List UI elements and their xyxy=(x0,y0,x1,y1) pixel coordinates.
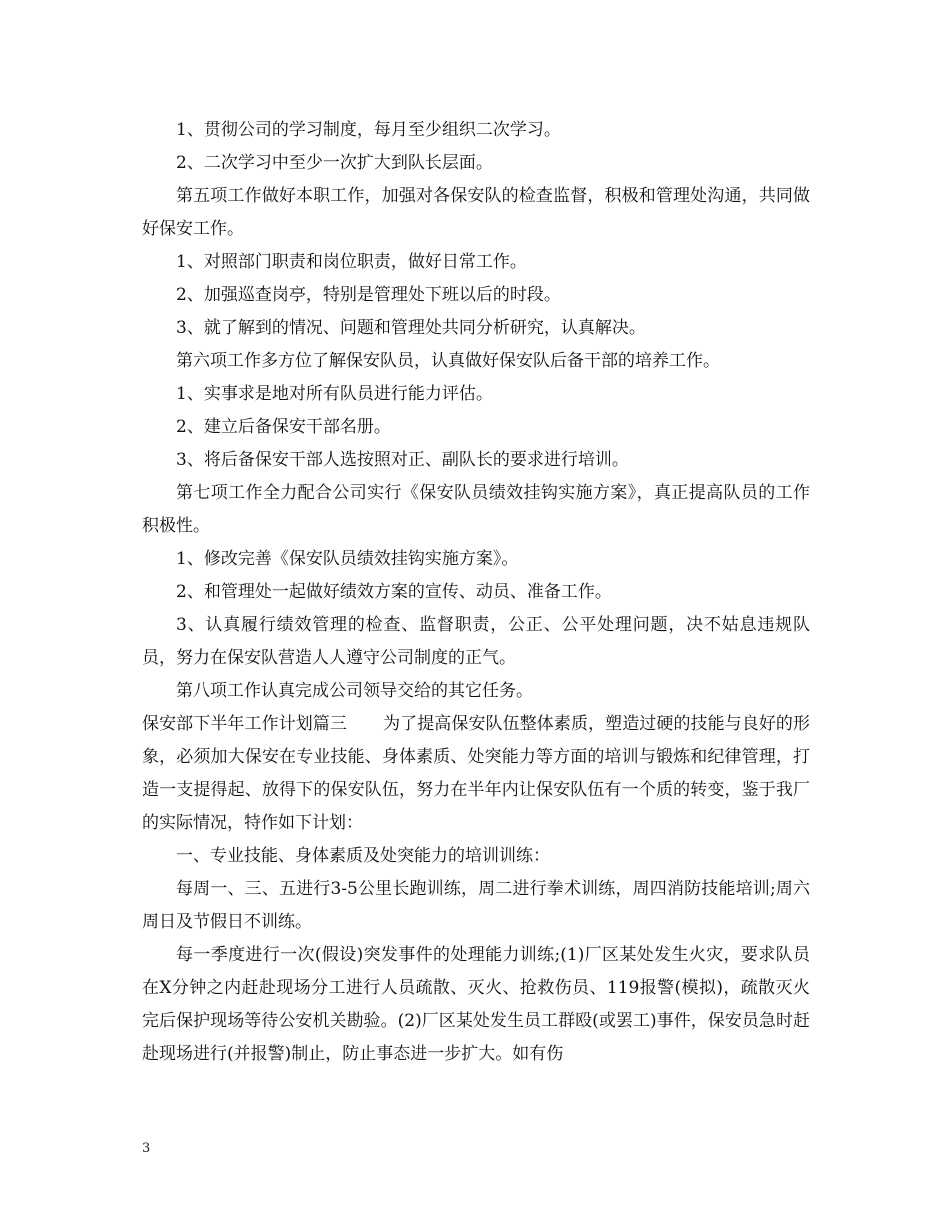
paragraph: 2、加强巡查岗亭，特别是管理处下班以后的时段。 xyxy=(176,285,561,305)
paragraph: 第六项工作多方位了解保安队员，认真做好保安队后备干部的培养工作。 xyxy=(176,351,720,371)
paragraph: 每一季度进行一次(假设)突发事件的处理能力训练;(1)厂区某处发生火灾，要求队员在X分钟之内赶赴现场分工进行人员疏散、灭火、抢救伤员、119报警(模拟)，疏散灭火完后保护现场等待公安机关勘验。(2)厂区某处发生员工群殴(或罢工)事件，保安员急时赶赴现场进行(并报警)制止，防止事态进一步扩大。如有伤 xyxy=(142,945,810,1064)
paragraph: 1、实事求是地对所有队员进行能力评估。 xyxy=(176,384,493,404)
page-number: 3 xyxy=(142,1141,151,1156)
paragraph: 第七项工作全力配合公司实行《保安队员绩效挂钩实施方案》，真正提高队员的工作积极性。 xyxy=(142,483,810,536)
paragraph: 每周一、三、五进行3-5公里长跑训练，周二进行拳术训练，周四消防技能培训;周六周日及节假日不训练。 xyxy=(142,879,810,932)
paragraph: 2、和管理处一起做好绩效方案的宣传、动员、准备工作。 xyxy=(176,582,612,602)
document-body xyxy=(142,114,810,1071)
paragraph: 1、修改完善《保安队员绩效挂钩实施方案》。 xyxy=(176,549,519,569)
paragraph: 一、专业技能、身体素质及处突能力的培训训练： xyxy=(176,846,550,866)
section-body: 为了提高保安队伍整体素质，塑造过硬的技能与良好的形象，必须加大保安在专业技能、身体素质、处突能力等方面的培训与锻炼和纪律管理，打造一支提得起、放得下的保安队伍，努力在半年内让保安队伍有一个质的转变，鉴于我厂的实际情况，特作如下计划： xyxy=(142,714,811,833)
paragraph: 1、对照部门职责和岗位职责，做好日常工作。 xyxy=(176,252,527,272)
paragraph: 第五项工作做好本职工作，加强对各保安队的检查监督，积极和管理处沟通，共同做好保安工作。 xyxy=(142,186,810,239)
paragraph: 2、二次学习中至少一次扩大到队长层面。 xyxy=(176,153,493,173)
section-paragraph xyxy=(142,708,810,840)
paragraph: 3、就了解到的情况、问题和管理处共同分析研究，认真解决。 xyxy=(176,318,646,338)
paragraph: 第八项工作认真完成公司领导交给的其它任务。 xyxy=(176,681,533,701)
paragraph: 2、建立后备保安干部名册。 xyxy=(176,417,391,437)
paragraph: 1、贯彻公司的学习制度，每月至少组织二次学习。 xyxy=(176,120,561,140)
section-heading: 保安部下半年工作计划篇三 xyxy=(142,714,347,734)
paragraph: 3、认真履行绩效管理的检查、监督职责，公正、公平处理问题，决不姑息违规队员，努力在保安队营造人人遵守公司制度的正气。 xyxy=(142,615,810,668)
paragraph: 3、将后备保安干部人选按照对正、副队长的要求进行培训。 xyxy=(176,450,629,470)
